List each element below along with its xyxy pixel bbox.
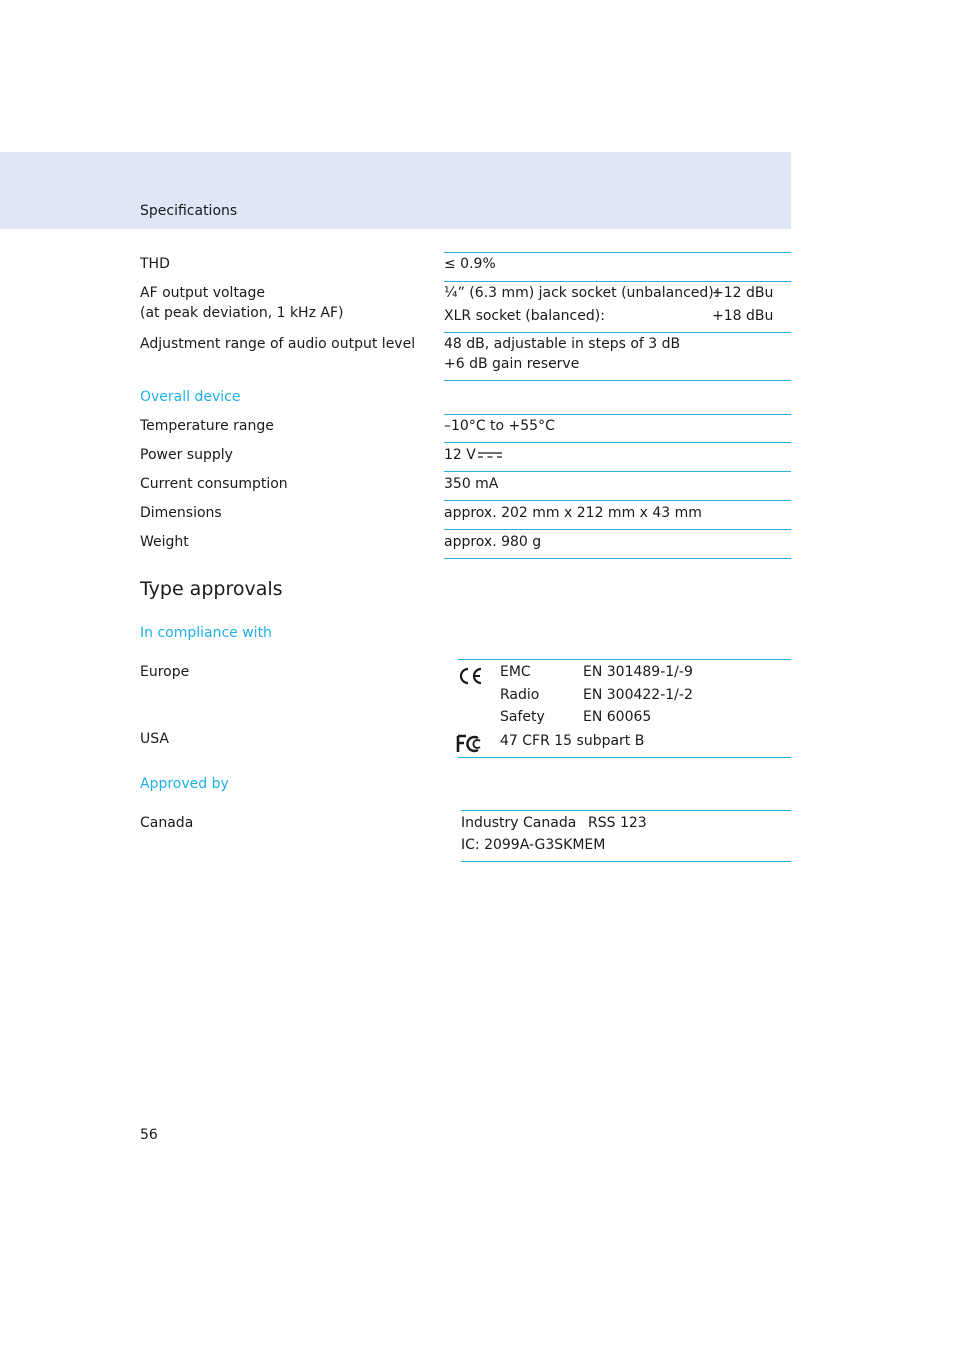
spec-label-af-output: AF output voltage <box>140 285 266 301</box>
table-rule <box>444 471 791 472</box>
spec-value-gain-reserve: +6 dB gain reserve <box>444 356 580 372</box>
type-approvals-heading: Type approvals <box>140 578 283 600</box>
spec-label-dimensions: Dimensions <box>140 505 222 521</box>
spec-value-xlr-label: XLR socket (balanced): <box>444 308 605 324</box>
page-number: 56 <box>140 1127 158 1143</box>
table-rule <box>458 659 791 660</box>
spec-value-adjustment-range: 48 dB, adjustable in steps of 3 dB <box>444 336 681 352</box>
table-rule <box>461 810 791 811</box>
spec-label-af-output-note: (at peak deviation, 1 kHz AF) <box>140 305 344 321</box>
spec-value-power-supply-wrap <box>444 447 502 463</box>
spec-label-weight: Weight <box>140 534 189 550</box>
region-label-europe: Europe <box>140 664 190 680</box>
approved-by-heading: Approved by <box>140 776 229 792</box>
europe-item-standard: EN 60065 <box>583 709 652 725</box>
table-rule <box>444 529 791 530</box>
europe-item-name: Safety <box>500 709 545 725</box>
compliance-heading: In compliance with <box>140 625 272 641</box>
header-band <box>0 152 791 229</box>
canada-standard: RSS 123 <box>588 815 647 831</box>
spec-value-power-supply: 12 V <box>444 447 476 463</box>
table-rule <box>444 414 791 415</box>
spec-value-weight: approx. 980 g <box>444 534 542 550</box>
region-label-canada: Canada <box>140 815 194 831</box>
section-title: Specifications <box>140 203 238 219</box>
spec-value-current-consumption: 350 mA <box>444 476 499 492</box>
spec-value-dimensions: approx. 202 mm x 212 mm x 43 mm <box>444 505 702 521</box>
spec-value-temperature: –10°C to +55°C <box>444 418 555 434</box>
spec-label-adjustment-range: Adjustment range of audio output level <box>140 336 416 352</box>
spec-value-jack: +12 dBu <box>712 285 774 301</box>
spec-label-temperature: Temperature range <box>140 418 274 434</box>
europe-item-name: Radio <box>500 687 540 703</box>
table-rule <box>444 380 791 381</box>
fcc-mark-icon <box>456 733 484 755</box>
ce-mark-icon <box>456 665 484 687</box>
spec-value-jack-label: ¼” (6.3 mm) jack socket (unbalanced): <box>444 285 719 301</box>
table-rule <box>458 757 791 758</box>
region-label-usa: USA <box>140 731 169 747</box>
spec-value-thd: ≤ 0.9% <box>444 256 496 272</box>
table-rule <box>461 861 791 862</box>
spec-label-thd: THD <box>140 256 170 272</box>
table-rule <box>444 442 791 443</box>
table-rule <box>444 332 791 333</box>
dc-current-icon <box>478 450 502 460</box>
europe-item-standard: EN 301489-1/-9 <box>583 664 693 680</box>
canada-ic-number: IC: 2099A-G3SKMEM <box>461 837 606 853</box>
spec-value-xlr: +18 dBu <box>712 308 774 324</box>
canada-authority: Industry Canada <box>461 815 577 831</box>
usa-value: 47 CFR 15 subpart B <box>500 733 645 749</box>
spec-label-current-consumption: Current consumption <box>140 476 288 492</box>
spec-label-power-supply: Power supply <box>140 447 233 463</box>
table-rule <box>444 558 791 559</box>
overall-device-heading: Overall device <box>140 389 241 405</box>
table-rule <box>444 281 791 282</box>
europe-item-standard: EN 300422-1/-2 <box>583 687 693 703</box>
table-rule <box>444 500 791 501</box>
table-rule <box>444 252 791 253</box>
europe-item-name: EMC <box>500 664 531 680</box>
